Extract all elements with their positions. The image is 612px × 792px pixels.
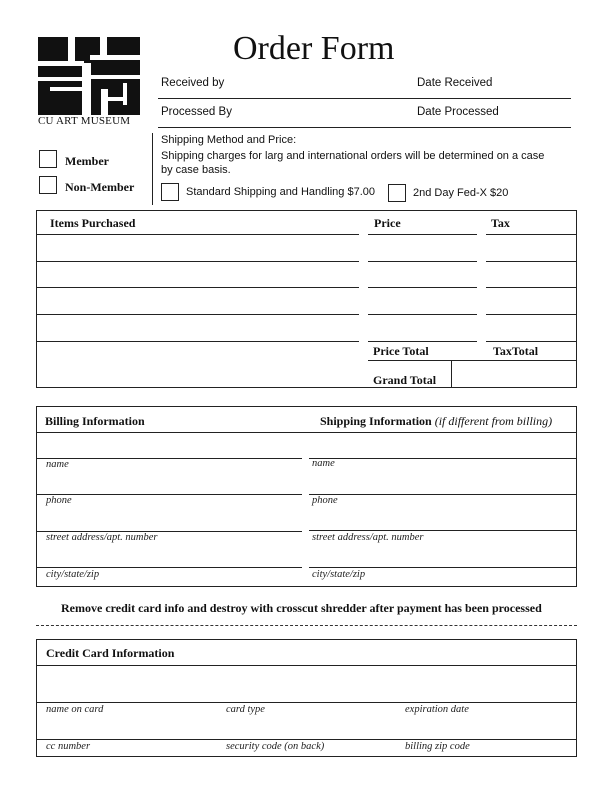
date-processed-label: Date Processed [417, 106, 499, 118]
table-row[interactable] [368, 314, 477, 315]
grand-total-label: Grand Total [373, 373, 437, 387]
shipping-name-line[interactable] [309, 458, 577, 459]
table-row[interactable] [36, 314, 359, 315]
shipping-info-title: Shipping Information [320, 414, 432, 428]
non-member-label: Non-Member [65, 180, 135, 194]
shipping-note-line1: Shipping charges for larg and international orders will be determined on a case [161, 150, 545, 162]
received-by-line[interactable] [158, 98, 571, 99]
table-row[interactable] [36, 287, 359, 288]
processed-by-line[interactable] [158, 127, 571, 128]
table-row[interactable] [486, 234, 577, 235]
billing-heading: Billing Information [45, 414, 145, 428]
table-row[interactable] [36, 261, 359, 262]
table-row[interactable] [368, 341, 477, 342]
standard-shipping-checkbox[interactable] [161, 183, 179, 201]
table-row[interactable] [368, 261, 477, 262]
grand-total-field[interactable] [451, 360, 577, 388]
shipping-phone-label: phone [312, 495, 338, 506]
price-col-header: Price [374, 216, 401, 230]
credit-row2-line[interactable] [36, 739, 577, 740]
shipping-info-heading [320, 414, 552, 429]
shred-notice: Remove credit card info and destroy with crosscut shredder after payment has been processed [61, 601, 542, 615]
fedex-shipping-label: 2nd Day Fed-X $20 [413, 187, 509, 199]
credit-card-heading: Credit Card Information [46, 646, 175, 660]
shipping-info-note: (if different from billing) [434, 414, 553, 428]
table-row[interactable] [368, 234, 477, 235]
received-by-label: Received by [161, 77, 225, 89]
billing-city-line[interactable] [36, 567, 302, 568]
tax-col-header: Tax [491, 216, 510, 230]
shipping-note-line2: by case basis. [161, 164, 231, 176]
name-on-card-label: name on card [46, 704, 104, 715]
fedex-shipping-checkbox[interactable] [388, 184, 406, 202]
billing-section [36, 406, 577, 587]
member-label: Member [65, 154, 109, 168]
table-row[interactable] [486, 261, 577, 262]
billing-phone-line[interactable] [36, 494, 302, 495]
logo-mark-icon [38, 37, 140, 115]
tax-total-label: TaxTotal [493, 344, 539, 358]
shipping-street-line[interactable] [309, 530, 577, 531]
table-row[interactable] [36, 341, 359, 342]
cc-number-label: cc number [46, 741, 91, 752]
shipping-city-line[interactable] [309, 567, 577, 568]
shipping-street-label: street address/apt. number [312, 532, 424, 543]
shipping-city-label: city/state/zip [312, 569, 366, 580]
billing-name-line[interactable] [36, 458, 302, 459]
table-row[interactable] [36, 234, 359, 235]
date-received-label: Date Received [417, 77, 493, 89]
member-checkbox[interactable] [39, 150, 57, 168]
shipping-heading: Shipping Method and Price: [161, 134, 297, 146]
price-total-label: Price Total [373, 344, 429, 358]
expiration-date-label: expiration date [405, 704, 469, 715]
page-title: Order Form [233, 30, 395, 67]
logo-caption: CU ART MUSEUM [38, 115, 131, 127]
standard-shipping-label: Standard Shipping and Handling $7.00 [186, 186, 375, 198]
shipping-phone-line[interactable] [309, 494, 577, 495]
table-row[interactable] [486, 341, 577, 342]
items-col-header: Items Purchased [50, 216, 136, 230]
billing-city-label: city/state/zip [46, 569, 100, 580]
non-member-checkbox[interactable] [39, 176, 57, 194]
credit-row1-line[interactable] [36, 702, 577, 703]
billing-zip-label: billing zip code [405, 741, 470, 752]
billing-street-label: street address/apt. number [46, 532, 158, 543]
credit-header-line [36, 665, 577, 666]
museum-logo [38, 37, 140, 115]
shipping-name-label: name [312, 458, 335, 469]
table-row[interactable] [486, 314, 577, 315]
billing-name-label: name [46, 459, 69, 470]
processed-by-label: Processed By [161, 106, 232, 118]
billing-header-line [36, 432, 577, 433]
card-type-label: card type [226, 704, 265, 715]
table-row[interactable] [486, 287, 577, 288]
security-code-label: security code (on back) [226, 741, 325, 752]
billing-phone-label: phone [46, 495, 72, 506]
cut-line [36, 625, 577, 626]
header-divider [152, 133, 153, 205]
table-row[interactable] [368, 287, 477, 288]
